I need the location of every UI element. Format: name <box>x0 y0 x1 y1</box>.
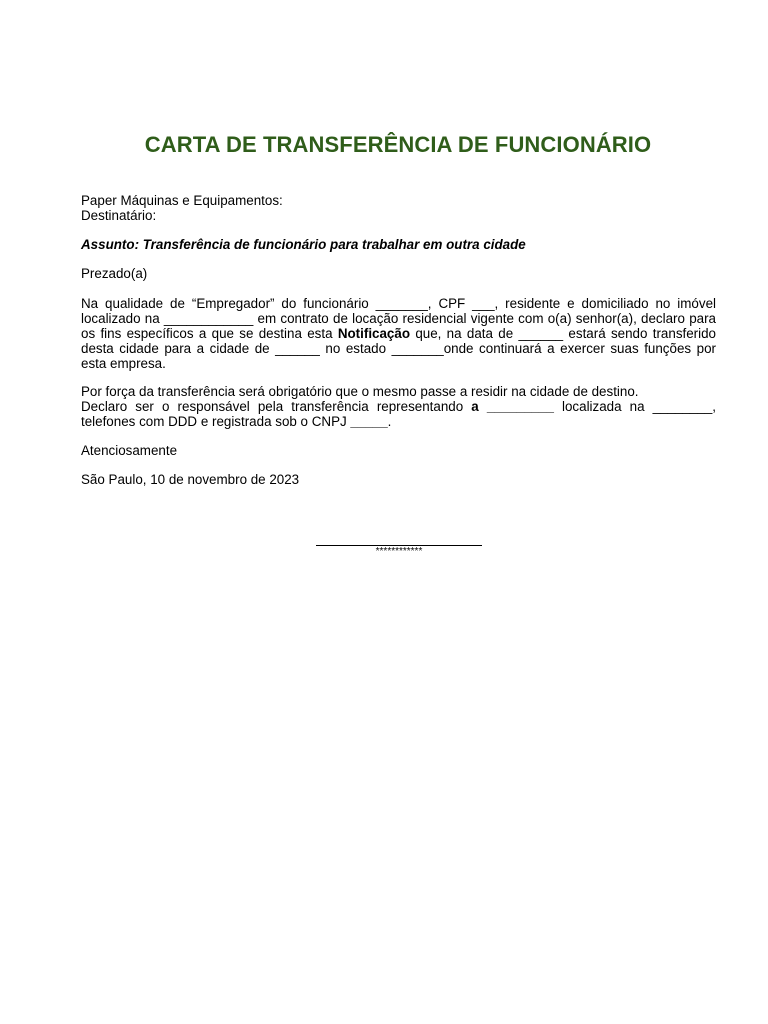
paragraph2-line1: Por força da transferência será obrigatório que o mesmo passe a residir na cidade de destino. <box>81 384 639 399</box>
company-name: Paper Máquinas e Equipamentos: <box>81 193 283 208</box>
paragraph1-line3 <box>81 326 716 341</box>
header-block <box>81 193 716 223</box>
paragraph-employer-declaration <box>81 296 716 371</box>
notification-keyword: Notificação <box>337 326 411 341</box>
place-and-date: São Paulo, 10 de novembro de 2023 <box>81 472 300 487</box>
paragraph1-line3-rest: que, na data de ______ estará sendo transferido <box>410 326 717 341</box>
recipient-label: Destinatário: <box>81 208 157 223</box>
subject-line: Assunto: Transferência de funcionário para trabalhar em outra cidade <box>81 237 526 252</box>
closing: Atenciosamente <box>81 443 178 458</box>
paragraph1-line2: localizado na ____________ em contrato de locação residencial vigente com o(a) senhor(a), declaro para <box>81 311 716 326</box>
paragraph2-line3-text: telefones com DDD e registrada sob o CNPJ <box>81 414 351 429</box>
paragraph1-line1: Na qualidade de “Empregador” do funcionário _______, CPF ___, residente e domiciliado no imóvel <box>81 296 716 311</box>
paragraph1-line4: desta cidade para a cidade de ______ no estado _______onde continuará a exercer suas funções por <box>81 341 716 356</box>
paragraph1-line5: esta empresa. <box>81 356 166 371</box>
paragraph-transfer-terms <box>81 384 716 429</box>
paragraph2-line2-text: Declaro ser o responsável pela transferência representando <box>81 399 472 414</box>
paragraph2-line3 <box>81 414 716 429</box>
representative-blank: a _________ <box>471 399 554 414</box>
paragraph2-line2-rest: localizada na ________, <box>553 399 716 414</box>
paragraph1-line3-text: os fins específicos a que se destina esta <box>81 326 338 341</box>
signature-name: ************ <box>375 546 423 557</box>
cnpj-blank: _____ <box>350 414 388 429</box>
paragraph2-line2 <box>81 399 716 414</box>
document-title: CARTA DE TRANSFERÊNCIA DE FUNCIONÁRIO <box>144 132 652 157</box>
paragraph2-line3-rest: . <box>387 414 392 429</box>
salutation: Prezado(a) <box>81 266 148 281</box>
